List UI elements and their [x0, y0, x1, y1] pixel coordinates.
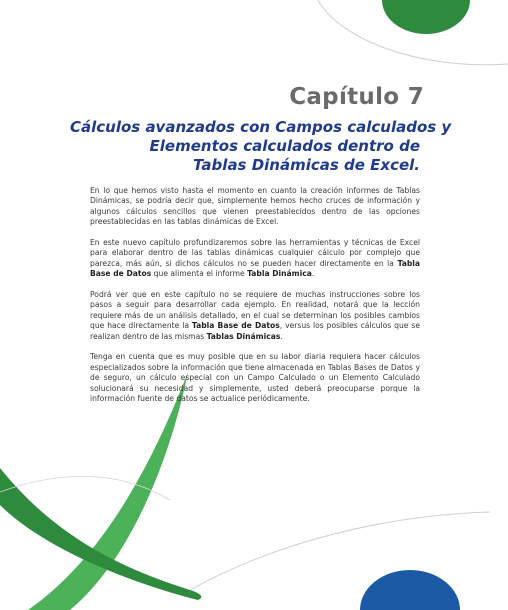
paragraph-3-text-c: . — [280, 331, 283, 341]
paragraph-3-bold-b: Tablas Dinámicas — [206, 331, 281, 341]
paragraph-2-bold-a: Tabla Base de Datos — [90, 258, 420, 279]
chapter-subtitle — [70, 118, 452, 175]
bottom-gray-curve-right — [190, 512, 490, 590]
paragraph-2 — [90, 238, 420, 280]
paragraph-4: Tenga en cuenta que es muy posible que en su labor diaria requiera hacer cálculos especializados sobre la información que tiene almacenada en Tablas Bases de Datos y de seguro, un cálculo especial con un Campo Calculado o un Elemento Calculado solucionará su necesidad y simplemente, usted deberá preocuparse porque la información fuente de datos se actualice periódicamente. — [90, 352, 420, 404]
paragraph-3-text-a: Podrá ver que en este capítulo no se requiere de muchas instrucciones sobre los pasos a seguir para desarrollar cada ejemplo. En realidad, notará que la lección requiere más de un análisis detallado, en el cual se determinan los posibles cambios que hace directamente la — [90, 290, 420, 331]
paragraph-3 — [90, 290, 420, 342]
chapter-title: Capítulo 7 — [289, 84, 424, 110]
paragraph-1: En lo que hemos visto hasta el momento en cuanto la creación informes de Tablas Dinámicas, se podría decir que, simplemente hemos hecho cruces de información y algunos cálculos sencillos que vienen preestablecidos dentro de las opciones preestablecidas en las tablas dinámicas de Excel. — [90, 186, 420, 227]
paragraph-2-text-a: En este nuevo capítulo profundizaremos sobre las herramientas y técnicas de Excel para elaborar dentro de las tablas dinámicas cualquier cálculo por complejo que parezca, más aún, si dichos cálculos no se pueden hacer directamente en la — [90, 238, 420, 268]
paragraph-3-bold-a: Tabla Base de Datos — [191, 321, 280, 331]
paragraph-2-bold-b: Tabla Dinámica — [247, 269, 312, 279]
paragraph-3-text-b: , versus los posibles cálculos que se realizan dentro de las mismas — [90, 321, 420, 341]
top-green-arc — [382, 0, 470, 34]
subtitle-line-1: Cálculos avanzados con Campos calculados y — [70, 118, 452, 136]
paragraph-2-text-b: que alimenta el informe — [151, 269, 248, 279]
bottom-blue-arc — [360, 570, 460, 610]
paragraph-2-text-c: . — [311, 269, 315, 279]
subtitle-line-3: Tablas Dinámicas de Excel. — [192, 156, 420, 174]
subtitle-line-2: Elementos calculados dentro de — [149, 137, 420, 155]
dark-green-swoosh — [0, 468, 201, 600]
body-text — [90, 186, 420, 415]
